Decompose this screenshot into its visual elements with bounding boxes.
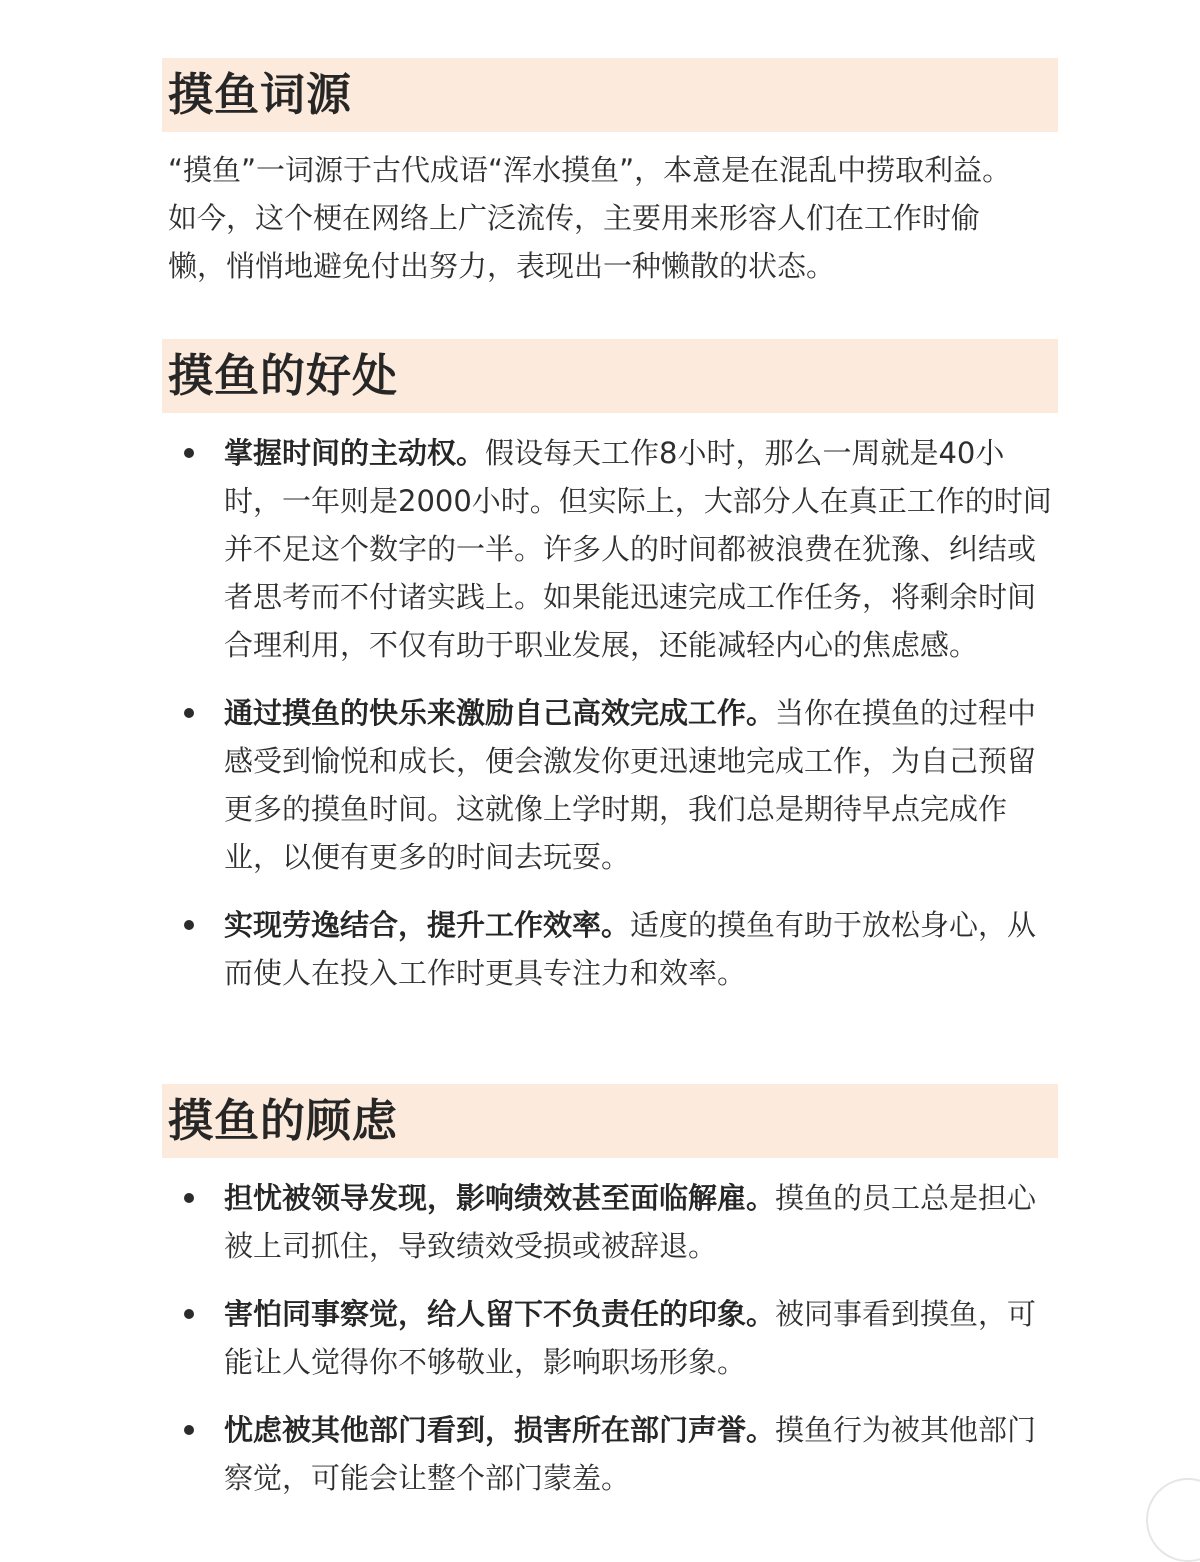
list-item: [162, 1406, 1058, 1502]
item-lead: 通过摸鱼的快乐来激励自己高效完成工作。: [224, 696, 776, 730]
origin-paragraph: “摸鱼”一词源于古代成语“浑水摸鱼”，本意是在混乱中捞取利益。如今，这个梗在网络上广泛流传，主要用来形容人们在工作时偷懒，悄悄地避免付出努力，表现出一种懒散的状态。: [168, 153, 1012, 283]
item-text: 摸鱼行为被其他部门察觉，可能会让整个部门蒙羞。: [224, 1413, 1037, 1495]
bullet-dot-icon: [184, 1309, 194, 1319]
section-concerns: [162, 1084, 1058, 1522]
item-text: 摸鱼的员工总是担心被上司抓住，导致绩效受损或被辞退。: [224, 1181, 1037, 1263]
concerns-list: [162, 1174, 1058, 1502]
list-item: [162, 1290, 1058, 1386]
item-lead: 害怕同事察觉，给人留下不负责任的印象。: [224, 1297, 776, 1331]
benefits-list: [162, 429, 1058, 997]
section-benefits: [162, 339, 1058, 1017]
bullet-dot-icon: [184, 1425, 194, 1435]
item-text: 被同事看到摸鱼，可能让人觉得你不够敬业，影响职场形象。: [224, 1297, 1037, 1379]
bullet-dot-icon: [184, 920, 194, 930]
corner-decoration-icon: [1146, 1478, 1200, 1562]
item-text: 假设每天工作8小时，那么一周就是40小时，一年则是2000小时。但实际上，大部分人在真正工作的时间并不足这个数字的一半。许多人的时间都被浪费在犹豫、纠结或者思考而不付诸实践上。如果能迅速完成工作任务，将剩余时间合理利用，不仅有助于职业发展，还能减轻内心的焦虑感。: [224, 436, 1052, 662]
bullet-dot-icon: [184, 448, 194, 458]
section-heading: 摸鱼的好处: [162, 339, 1058, 413]
item-lead: 忧虑被其他部门看到，损害所在部门声誉。: [224, 1413, 776, 1447]
item-lead: 掌握时间的主动权。: [224, 436, 486, 470]
section-origin: [162, 58, 1058, 290]
list-item: [162, 1174, 1058, 1270]
list-item: [162, 901, 1058, 997]
item-text: 适度的摸鱼有助于放松身心，从而使人在投入工作时更具专注力和效率。: [224, 908, 1037, 990]
bullet-dot-icon: [184, 1193, 194, 1203]
item-text: 当你在摸鱼的过程中感受到愉悦和成长，便会激发你更迅速地完成工作，为自己预留更多的摸鱼时间。这就像上学时期，我们总是期待早点完成作业，以便有更多的时间去玩耍。: [224, 696, 1037, 874]
section-heading: 摸鱼的顾虑: [162, 1084, 1058, 1158]
item-lead: 担忧被领导发现，影响绩效甚至面临解雇。: [224, 1181, 776, 1215]
bullet-dot-icon: [184, 708, 194, 718]
section-heading: 摸鱼词源: [162, 58, 1058, 132]
list-item: [162, 689, 1058, 881]
list-item: [162, 429, 1058, 669]
item-lead: 实现劳逸结合，提升工作效率。: [224, 908, 631, 942]
